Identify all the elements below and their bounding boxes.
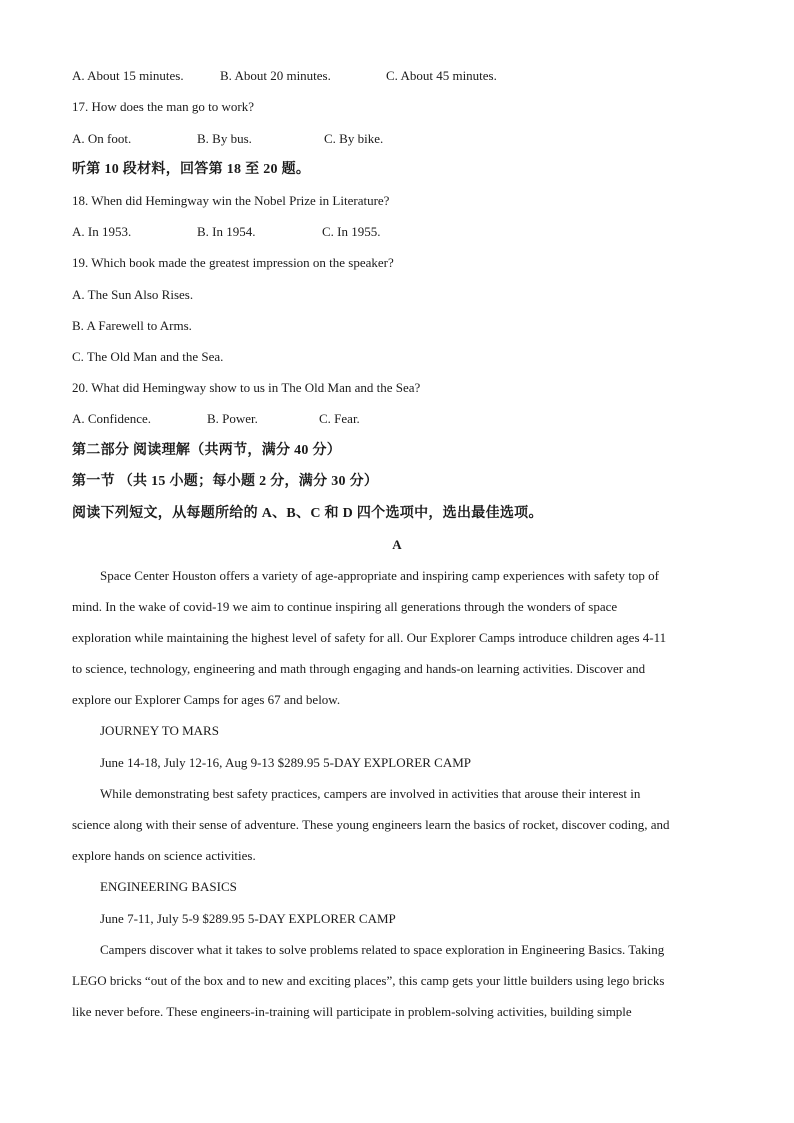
passage-intro-line: mind. In the wake of covid-19 we aim to continue inspiring all generations through the wonders of space xyxy=(72,599,618,614)
q18-option-a: A. In 1953. xyxy=(72,224,132,239)
camp2-description-line: like never before. These engineers-in-training will participate in problem-solving activities, building simple xyxy=(72,1004,632,1019)
q17-option-b: B. By bus. xyxy=(197,131,252,146)
section10-instruction: 听第 10 段材料，回答第 18 至 20 题。 xyxy=(72,162,311,177)
passage-intro-line: Space Center Houston offers a variety of age-appropriate and inspiring camp experiences with safety top of xyxy=(100,568,659,583)
section1-heading: 第一节 （共 15 小题；每小题 2 分，满分 30 分） xyxy=(72,474,379,489)
q19-option-b: B. A Farewell to Arms. xyxy=(72,318,192,333)
camp1-description-line: While demonstrating best safety practices, campers are involved in activities that arouse their interest in xyxy=(100,786,641,801)
q17-option-c: C. By bike. xyxy=(324,131,384,146)
passage-intro-line: to science, technology, engineering and math through engaging and hands-on learning activities. Discover and xyxy=(72,661,646,676)
q20-option-a: A. Confidence. xyxy=(72,411,152,426)
q17-option-a: A. On foot. xyxy=(72,131,132,146)
q20-option-b: B. Power. xyxy=(207,411,258,426)
passage-intro-line: explore our Explorer Camps for ages 67 and below. xyxy=(72,692,341,707)
camp1-description-line: explore hands on science activities. xyxy=(72,848,256,863)
q18-option-c: C. In 1955. xyxy=(322,224,381,239)
q20-option-c: C. Fear. xyxy=(319,411,360,426)
q19-option-c: C. The Old Man and the Sea. xyxy=(72,349,224,364)
q18-question: 18. When did Hemingway win the Nobel Prize in Literature? xyxy=(72,193,390,208)
camp2-title: ENGINEERING BASICS xyxy=(100,879,237,894)
q19-option-a: A. The Sun Also Rises. xyxy=(72,287,194,302)
camp2-dates: June 7-11, July 5-9 $289.95 5-DAY EXPLORER CAMP xyxy=(100,911,396,926)
camp1-title: JOURNEY TO MARS xyxy=(100,723,219,738)
q20-question: 20. What did Hemingway show to us in The Old Man and the Sea? xyxy=(72,380,421,395)
q18-option-b: B. In 1954. xyxy=(197,224,256,239)
q16-option-c: C. About 45 minutes. xyxy=(386,68,497,83)
camp2-description-line: LEGO bricks “out of the box and to new and exciting places”, this camp gets your little builders using lego bricks xyxy=(72,973,665,988)
camp1-description-line: science along with their sense of adventure. These young engineers learn the basics of rocket, discover coding, and xyxy=(72,817,670,832)
camp1-dates: June 14-18, July 12-16, Aug 9-13 $289.95 5-DAY EXPLORER CAMP xyxy=(100,755,471,770)
q16-option-b: B. About 20 minutes. xyxy=(220,68,331,83)
part2-heading: 第二部分 阅读理解（共两节，满分 40 分） xyxy=(72,443,342,458)
q17-question: 17. How does the man go to work? xyxy=(72,99,254,114)
q16-option-a: A. About 15 minutes. xyxy=(72,68,184,83)
camp2-description-line: Campers discover what it takes to solve problems related to space exploration in Engineering Basics. Taking xyxy=(100,942,665,957)
reading-instruction: 阅读下列短文，从每题所给的 A、B、C 和 D 四个选项中，选出最佳选项。 xyxy=(72,506,543,521)
q19-question: 19. Which book made the greatest impression on the speaker? xyxy=(72,255,394,270)
passage-intro-line: exploration while maintaining the highest level of safety for all. Our Explorer Camps introduce children ages 4-11 xyxy=(72,630,667,645)
passage-label: A xyxy=(392,537,402,552)
